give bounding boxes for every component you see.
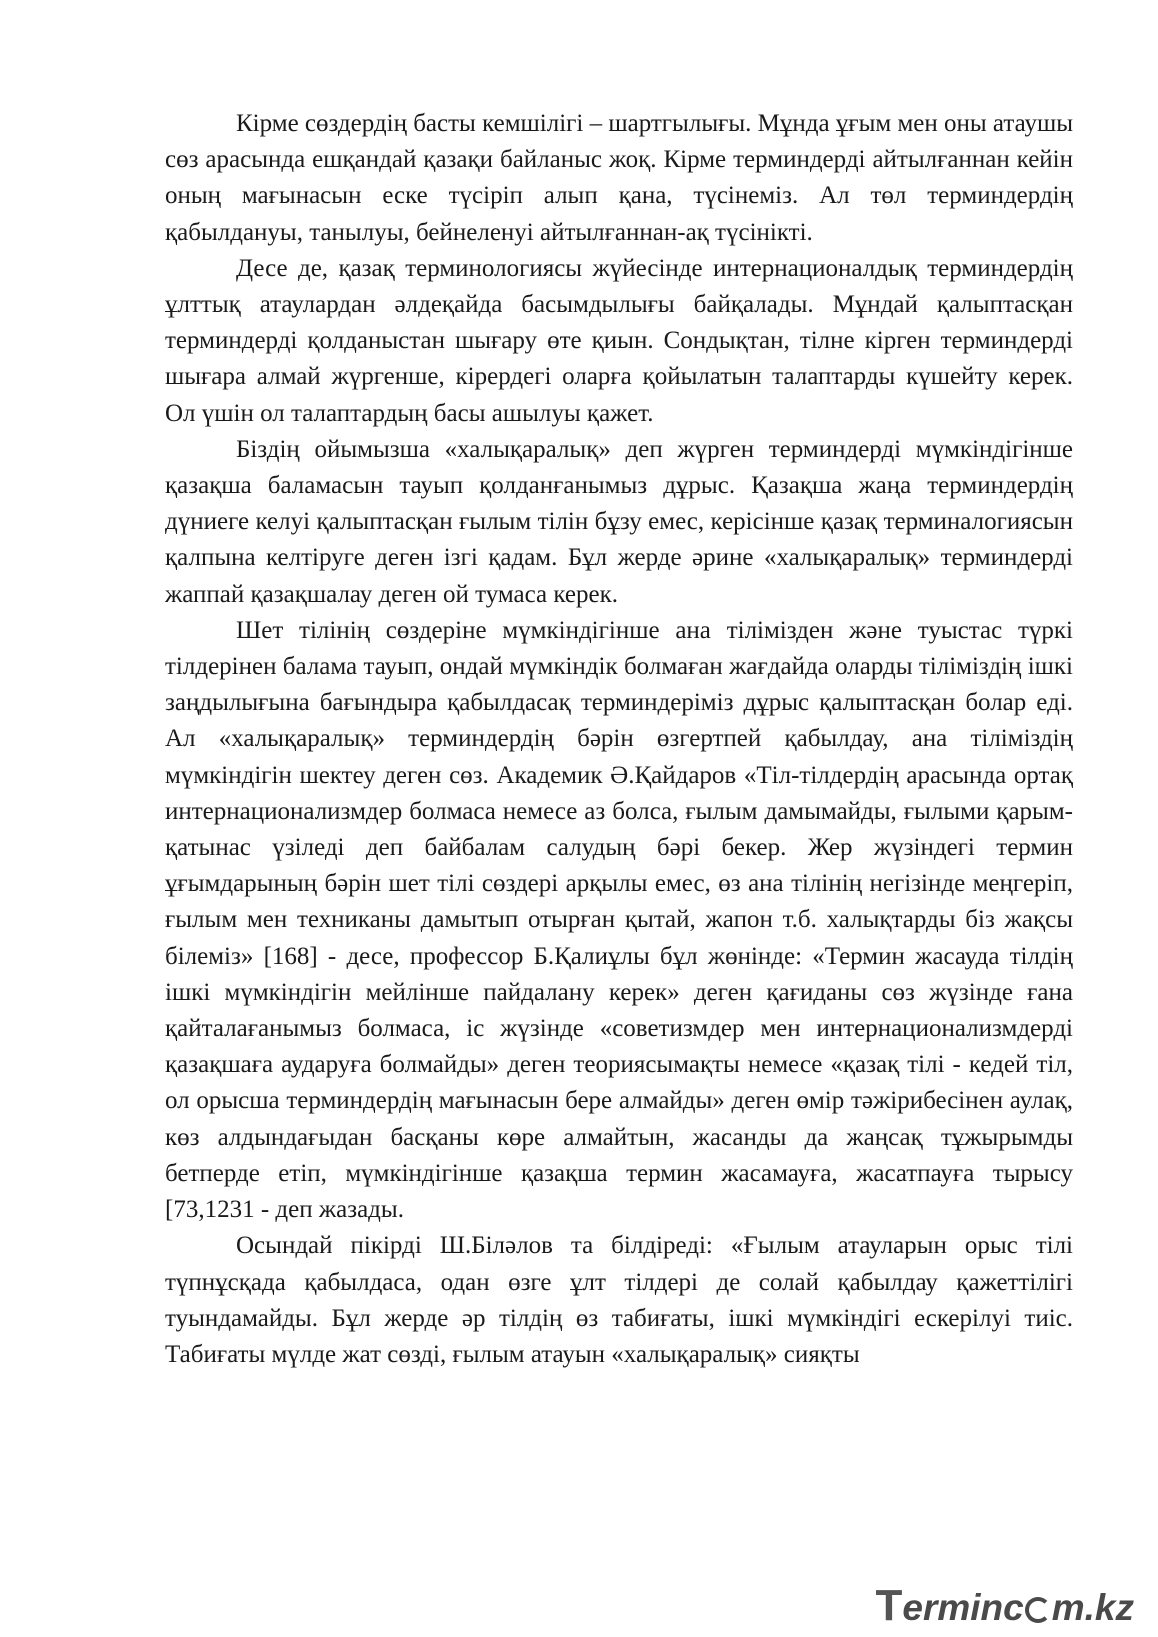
watermark-o-icon <box>1025 1597 1051 1623</box>
watermark-end: m.kz <box>1051 1587 1134 1628</box>
watermark-middle: erminc <box>902 1587 1024 1628</box>
paragraph-3: Біздің ойымызша «халықаралық» деп жүрген терминдерді мүмкіндігінше қазақша баламасын тауып қолданғанымыз дұрыс. Қазақша жаңа терминдердің дүниеге келуі қалыптасқан ғылым тілін бұзу емес, керісінше қазақ терминалогиясын қалпына келтіруге деген ізгі қадам. Бұл жерде әрине «халықаралық» терминдерді жаппай қазақшалау деген ой тумаса керек. <box>165 435 1073 608</box>
paragraph-4: Шет тілінің сөздеріне мүмкіндігінше ана тілімізден және туыстас түркі тілдерінен балама тауып, ондай мүмкіндік болмаған жағдайда оларды тіліміздің ішкі заңдылығына бағындыра қабылдасақ терминдеріміз дұрыс қалыптасқан болар еді. Ал «халықаралық» терминдердің бәрін өзгертпей қабылдау, ана тіліміздің мүмкіндігін шектеу деген сөз. Академик Ә.Қайдаров «Тіл-тілдердің арасында ортақ интернационализмдер болмаса немесе аз болса, ғылым дамымайды, ғылыми қарым-қатынас үзіледі деп байбалам салудың бәрі бекер. Жер жүзіндегі термин ұғымдарының бәрін шет тілі сөздері арқылы емес, өз ана тілінің негізінде меңгеріп, ғылым мен техниканы дамытып отырған қытай, жапон т.б. халықтарды біз жақсы білеміз» [168] - десе, профессор Б.Қалиұлы бұл жөнінде: «Термин жасауда тілдің ішкі мүмкіндігін мейлінше пайдалану керек» деген қағиданы сөз жүзінде ғана қайталағанымыз болмаса, іс жүзінде «советизмдер мен интернационализмдерді қазақшаға аударуға болмайды» деген теориясымақты немесе «қазақ тілі - кедей тіл, ол орысша терминдердің мағынасын бере алмайды» деген өмір тәжірибесінен аулақ, көз алдындағыдан басқаны көре алмайтын, жасанды да жаңсақ тұжырымды бетперде етіп, мүмкіндігінше қазақша термин жасамауға, жасатпауға тырысу [73,1231 - деп жазады. <box>165 616 1073 1224</box>
paragraph-1: Кірме сөздердің басты кемшілігі – шартгылығы. Мұнда ұғым мен оны атаушы сөз арасында ешқандай қазақи байланыс жоқ. Кірме терминдерді айтылғаннан кейін оның мағынасын еске түсіріп алып қана, түсінеміз. Ал төл терминдердің қабылдануы, танылуы, бейнеленуі айтылғаннан-ақ түсінікті. <box>165 110 1073 246</box>
document-body <box>165 106 1073 1373</box>
paragraph-2: Десе де, қазақ терминологиясы жүйесінде интернационалдық терминдердің ұлттық атаулардан әлдеқайда басымдылығы байқалады. Мұндай қалыптасқан терминдерді қолданыстан шығару өте қиын. Сондықтан, тілне кірген терминдерді шығара алмай жүргенше, кірердегі оларға қойылатын талаптарды күшейту керек. Ол үшін ол талаптардың басы ашылуы қажет. <box>165 254 1073 427</box>
paragraph-5: Осындай пікірді Ш.Біләлов та білдіреді: «Ғылым атауларын орыс тілі түпнұсқада қабылдаса, одан өзге ұлт тілдері де солай қабылдау қажеттілігі туындамайды. Бұл жерде әр тілдің өз табиғаты, ішкі мүмкіндігі ескерілуі тиіс. Табиғаты мүлде жат сөзді, ғылым атауын «халықаралық» сияқты <box>165 1232 1073 1368</box>
termincom-logo-watermark <box>876 1581 1135 1631</box>
watermark-initial: T <box>875 1581 903 1630</box>
